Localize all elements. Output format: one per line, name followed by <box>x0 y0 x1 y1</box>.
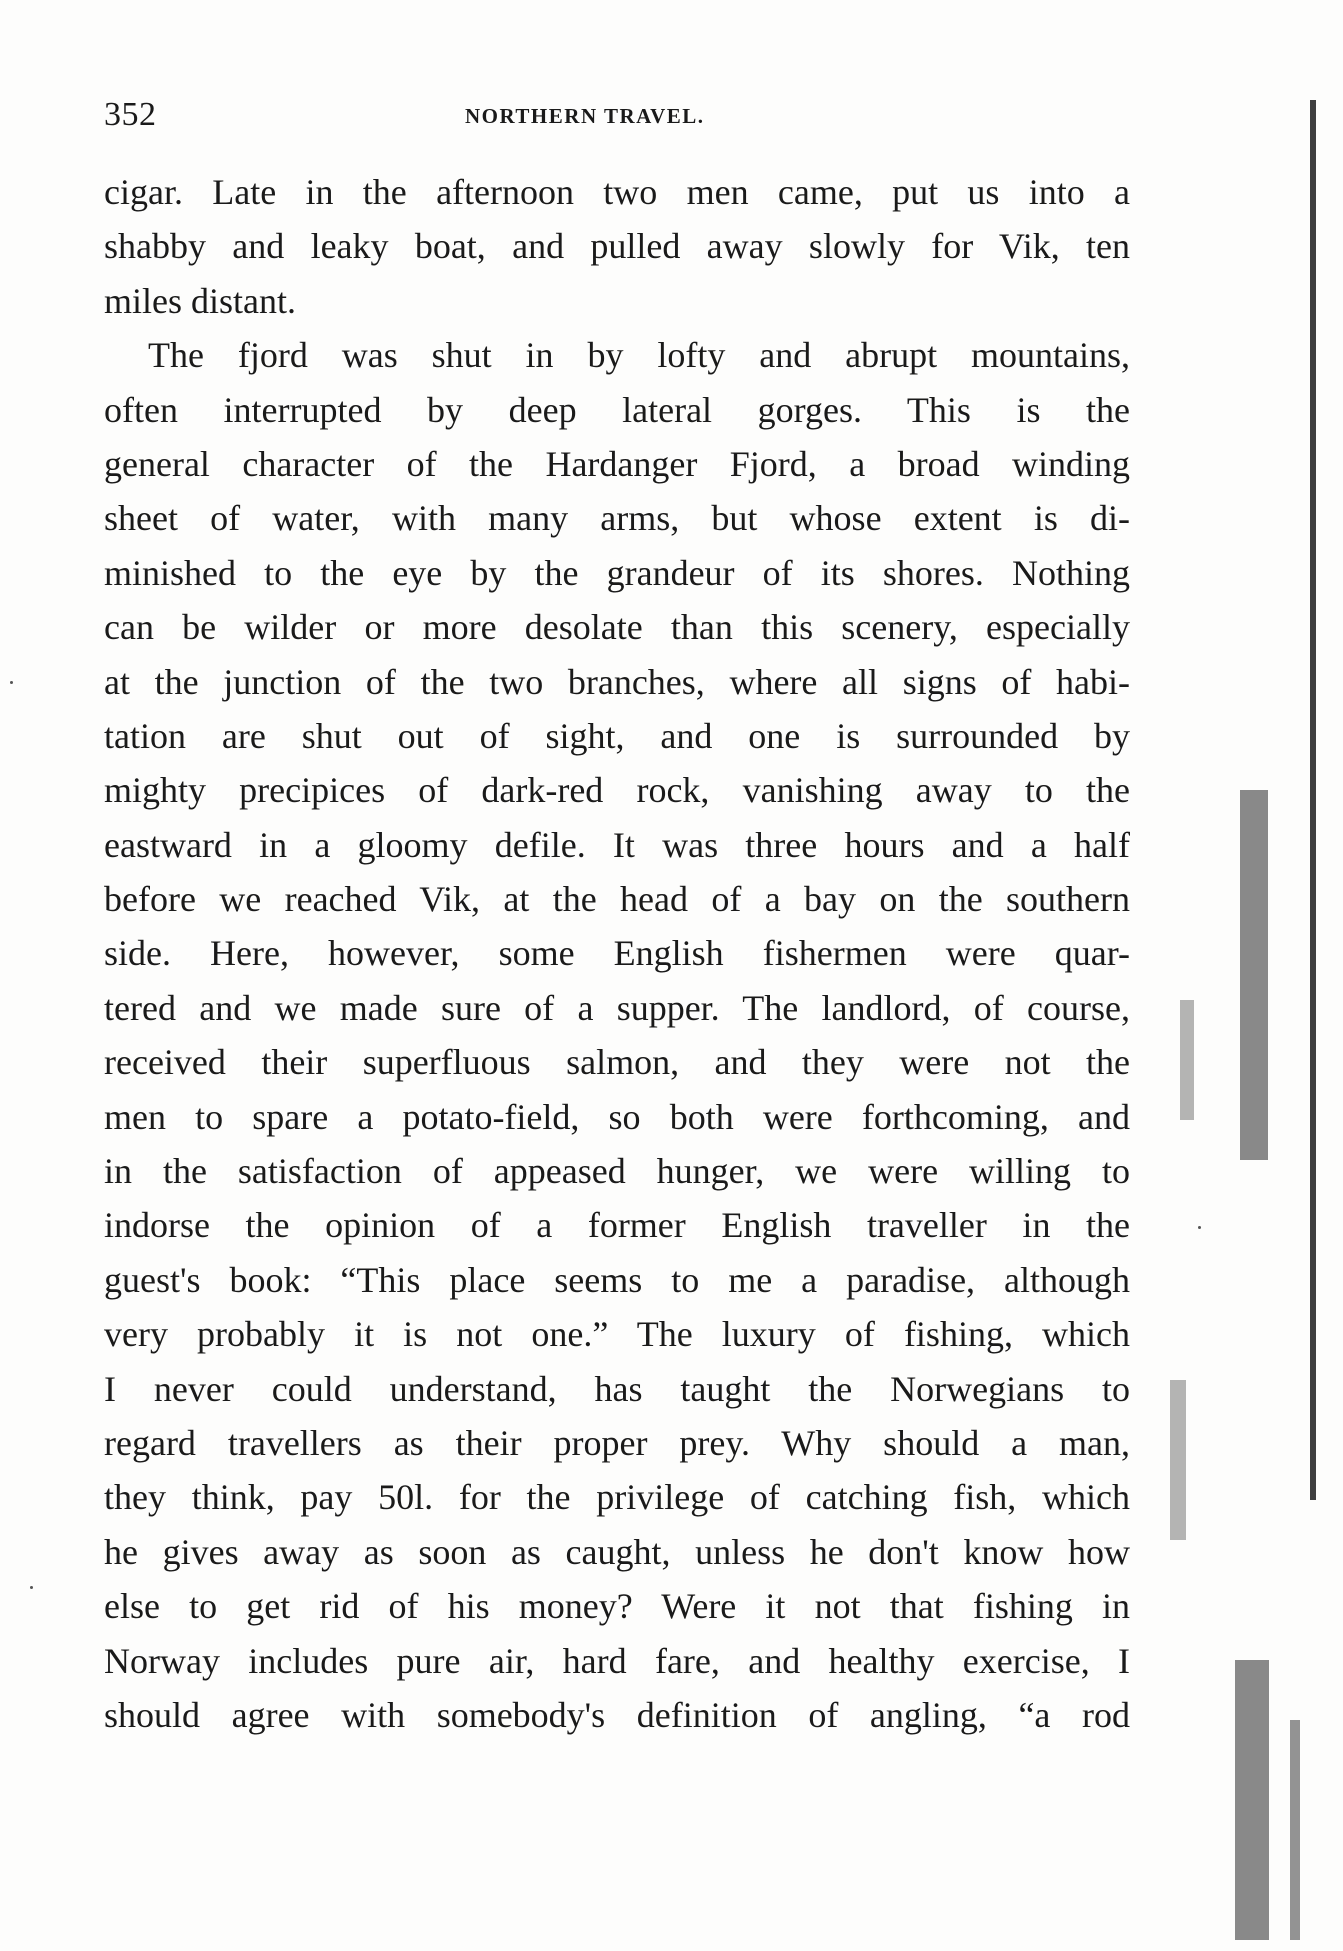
ink-speck <box>10 681 13 684</box>
text-line: mighty precipices of dark-red rock, vanishing away to the <box>104 770 1130 811</box>
text-line: regard travellers as their proper prey. Why should a man, <box>104 1422 1130 1463</box>
text-line: guest's book: “This place seems to me a paradise, although <box>104 1259 1130 1300</box>
text-line: cigar. Late in the afternoon two men came, put us into a <box>104 172 1130 212</box>
text-line: men to spare a potato-field, so both were forthcoming, and <box>104 1096 1130 1137</box>
scan-shadow <box>1240 790 1268 1160</box>
text-line: miles distant. <box>104 280 296 321</box>
text-line: else to get rid of his money? Were it not that fishing in <box>104 1586 1130 1627</box>
scan-shadow <box>1180 1000 1194 1120</box>
scan-shadow <box>1290 1720 1300 1940</box>
text-line: Norway includes pure air, hard fare, and healthy exercise, I <box>104 1640 1130 1681</box>
text-line: at the junction of the two branches, where all signs of habi- <box>104 661 1130 702</box>
text-line: side. Here, however, some English fishermen were quar- <box>104 933 1130 974</box>
scan-shadow <box>1235 1660 1269 1940</box>
text-line: they think, pay 50l. for the privilege of catching fish, which <box>104 1477 1130 1518</box>
text-line: tered and we made sure of a supper. The landlord, of course, <box>104 987 1130 1028</box>
text-line: often interrupted by deep lateral gorges. This is the <box>104 389 1130 430</box>
text-line: indorse the opinion of a former English traveller in the <box>104 1205 1130 1246</box>
text-line: should agree with somebody's definition of angling, “a rod <box>104 1694 1130 1735</box>
text-line: can be wilder or more desolate than this scenery, especially <box>104 607 1130 648</box>
text-line: eastward in a gloomy defile. It was three hours and a half <box>104 824 1130 865</box>
page-number: 352 <box>104 96 157 133</box>
text-line: shabby and leaky boat, and pulled away slowly for Vik, ten <box>104 226 1130 267</box>
text-line: before we reached Vik, at the head of a bay on the southern <box>104 879 1130 920</box>
ink-speck <box>30 1586 33 1589</box>
text-line: minished to the eye by the grandeur of its shores. Nothing <box>104 552 1130 593</box>
binding-edge <box>1310 100 1316 1500</box>
text-line: in the satisfaction of appeased hunger, we were willing to <box>104 1151 1130 1192</box>
text-line: The fjord was shut in by lofty and abrupt mountains, <box>148 335 1130 376</box>
text-line: I never could understand, has taught the Norwegians to <box>104 1368 1130 1409</box>
ink-speck <box>1198 1226 1201 1229</box>
text-line: tation are shut out of sight, and one is surrounded by <box>104 715 1130 756</box>
text-line: he gives away as soon as caught, unless he don't know how <box>104 1531 1130 1572</box>
body-text <box>104 165 1130 1742</box>
scan-shadow <box>1170 1380 1186 1540</box>
text-line: general character of the Hardanger Fjord, a broad winding <box>104 443 1130 484</box>
text-line: very probably it is not one.” The luxury of fishing, which <box>104 1314 1130 1355</box>
text-line: received their superfluous salmon, and they were not the <box>104 1042 1130 1083</box>
running-title: NORTHERN TRAVEL. <box>465 104 705 128</box>
text-line: sheet of water, with many arms, but whose extent is di- <box>104 498 1130 539</box>
